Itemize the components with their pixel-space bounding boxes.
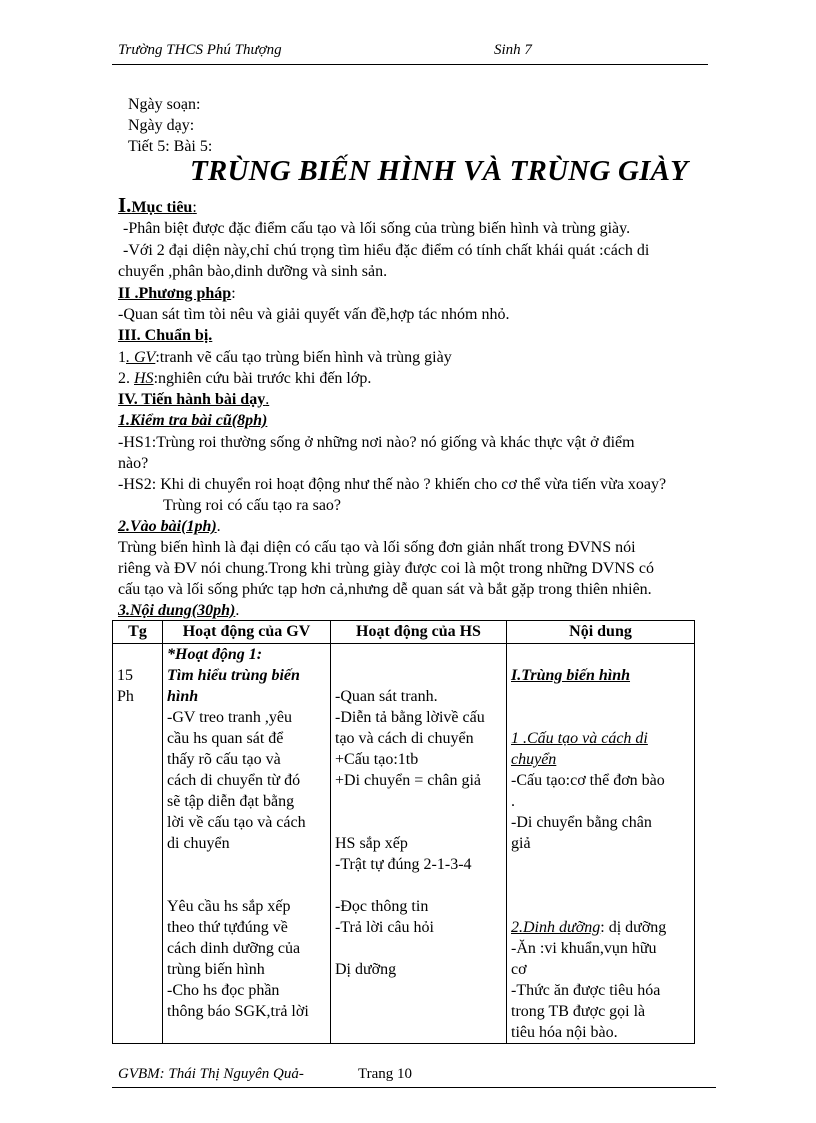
ngay-soan: Ngày soạn:: [128, 96, 201, 113]
col-header-tg: Tg: [113, 621, 163, 644]
hs-line: -Trật tự đúng 2-1-3-4: [335, 856, 472, 873]
hs-line: +Cấu tạo:1tb: [335, 751, 419, 768]
kiem-tra-line-1: -HS1:Trùng roi thường sống ở những nơi nào? nó giống và khác thực vật ở điểm: [118, 434, 635, 451]
nd-line: -Ăn :vi khuẩn,vụn hữu: [511, 940, 657, 957]
gv-line: trùng biến hình: [167, 961, 265, 978]
chuan-bi-hs: 2. HS:nghiên cứu bài trước khi đến lớp.: [118, 370, 372, 387]
hs-line: -Trả lời câu hỏi: [335, 919, 434, 936]
cell-tg: [113, 644, 163, 1044]
kiem-tra-heading: 1.Kiểm tra bài cũ(8ph): [118, 412, 268, 429]
muc-tieu-line-1: -Phân biệt được đặc điểm cấu tạo và lối sống của trùng biến hình và trùng giày.: [123, 220, 631, 237]
gv-line: di chuyển: [167, 835, 230, 852]
gv-line: -GV treo tranh ,yêu: [167, 709, 292, 726]
gv-line: theo thứ tựđúng về: [167, 919, 288, 936]
kiem-tra-line-3: -HS2: Khi di chuyển roi hoạt động như thế nào ? khiến cho cơ thể vừa tiến vừa xoay?: [118, 476, 667, 493]
hs-line: HS sắp xếp: [335, 835, 408, 852]
hd-sub-2: hình: [167, 688, 199, 705]
hs-line: -Đọc thông tin: [335, 898, 429, 915]
nd-heading-2a: 1 .Cấu tạo và cách di: [511, 730, 648, 747]
gv-line: cách di chuyển từ đó: [167, 772, 301, 789]
cell-hs: [331, 644, 507, 1044]
header-subject: Sinh 7: [494, 42, 532, 58]
nd-line: giả: [511, 835, 531, 852]
chuan-bi-gv: 1. GV:tranh vẽ cấu tạo trùng biến hình và trùng giày: [118, 349, 452, 366]
phuong-phap-heading: II .Phương pháp:: [118, 285, 236, 302]
tien-hanh-heading: IV. Tiến hành bài dạy.: [118, 391, 270, 408]
nd-line: cơ: [511, 961, 527, 978]
hs-line: tạo và cách di chuyển: [335, 730, 474, 747]
nd-line: trong TB được gọi là: [511, 1003, 646, 1020]
cell-nd: [507, 644, 695, 1044]
noi-dung-heading: 3.Nội dung(30ph).: [118, 602, 240, 619]
gv-line: cách dinh dưỡng của: [167, 940, 301, 957]
nd-line: -Thức ăn được tiêu hóa: [511, 982, 661, 999]
vao-bai-line-3: cấu tạo và lối sống phức tạp hơn cả,nhưng dễ quan sát và bắt gặp trong thiên nhiên.: [118, 581, 652, 598]
footer-rule: [112, 1087, 716, 1088]
vao-bai-line-2: riêng và ĐV nói chung.Trong khi trùng giày được coi là một trong những DVNS có: [118, 560, 654, 577]
header-school: Trường THCS Phú Thượng: [118, 42, 282, 58]
hs-line: -Quan sát tranh.: [335, 688, 438, 705]
footer-author: GVBM: Thái Thị Nguyên Quả-: [118, 1066, 304, 1082]
table-row: [113, 644, 695, 1044]
nd-heading-1: I.Trùng biến hình: [511, 667, 631, 684]
footer-page: Trang 10: [358, 1066, 413, 1082]
col-header-nd: Nội dung: [507, 621, 695, 644]
hs-line: Dị dưỡng: [335, 961, 397, 978]
table-header-row: [113, 621, 695, 644]
nd-line: -Di chuyển bằng chân: [511, 814, 652, 831]
tg-value: 15: [117, 667, 133, 684]
hd-sub-1: Tìm hiểu trùng biến: [167, 667, 300, 684]
gv-line: cầu hs quan sát để: [167, 730, 284, 747]
kiem-tra-line-2: nào?: [118, 455, 149, 472]
tg-unit: Ph: [117, 688, 134, 705]
tiet-bai: Tiết 5: Bài 5:: [128, 138, 213, 155]
gv-line: thông báo SGK,trả lời: [167, 1003, 309, 1020]
ngay-day: Ngày dạy:: [128, 117, 195, 134]
cell-gv: [163, 644, 331, 1044]
chuan-bi-heading: III. Chuẩn bị.: [118, 327, 213, 344]
nd-line: tiêu hóa nội bào.: [511, 1024, 618, 1041]
lesson-table: [112, 620, 695, 1044]
gv-line: -Cho hs đọc phần: [167, 982, 280, 999]
hd-title: *Hoạt động 1:: [167, 646, 263, 663]
page-title: TRÙNG BIẾN HÌNH VÀ TRÙNG GIÀY: [190, 155, 689, 187]
hs-line: -Diễn tả bằng lờivề cấu: [335, 709, 485, 726]
vao-bai-line-1: Trùng biến hình là đại diện có cấu tạo và lối sống đơn giản nhất trong ĐVNS nói: [118, 539, 636, 556]
phuong-phap-line-1: -Quan sát tìm tòi nêu và giải quyết vấn đề,hợp tác nhóm nhỏ.: [118, 306, 510, 323]
header-rule: [112, 64, 708, 65]
vao-bai-heading: 2.Vào bài(1ph).: [118, 518, 221, 535]
hs-line: +Di chuyển = chân giả: [335, 772, 481, 789]
col-header-hs: Hoạt động của HS: [331, 621, 507, 644]
kiem-tra-line-4: Trùng roi có cấu tạo ra sao?: [163, 497, 342, 514]
muc-tieu-line-3: chuyển ,phân bào,dinh dưỡng và sinh sản.: [118, 263, 388, 280]
muc-tieu-heading: I.Mục tiêu:: [118, 193, 197, 217]
nd-line: .: [511, 793, 515, 810]
nd-heading-2b: chuyển: [511, 751, 557, 768]
nd-line: -Cấu tạo:cơ thể đơn bào: [511, 772, 665, 789]
gv-line: lời về cấu tạo và cách: [167, 814, 306, 831]
gv-line: Yêu cầu hs sắp xếp: [167, 898, 291, 915]
gv-line: thấy rõ cấu tạo và: [167, 751, 281, 768]
gv-line: sẽ tập diễn đạt bằng: [167, 793, 295, 810]
nd-heading-3: 2.Dinh dưỡng: dị dưỡng: [511, 919, 667, 936]
muc-tieu-line-2: -Với 2 đại diện này,chỉ chú trọng tìm hiểu đặc điểm có tính chất khái quát :cách di: [123, 242, 650, 259]
col-header-gv: Hoạt động của GV: [163, 621, 331, 644]
